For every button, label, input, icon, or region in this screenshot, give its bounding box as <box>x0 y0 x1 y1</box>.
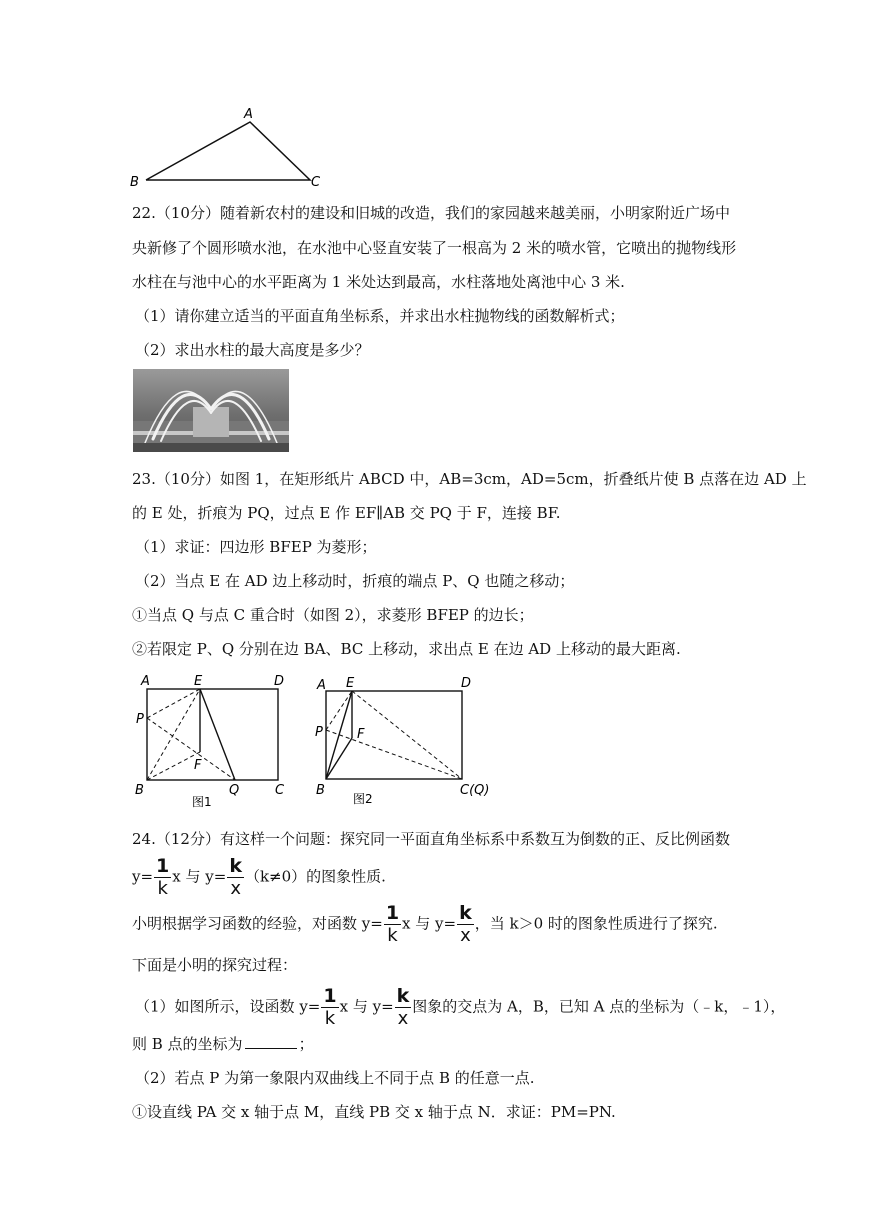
q23-line1: 23.（10分）如图 1，在矩形纸片 ABCD 中，AB=3cm，AD=5cm，折叠纸片使 B 点落在边 AD 上 <box>132 470 807 488</box>
fig1-label-f: F <box>194 758 202 773</box>
fraction-1-over-k: $\frac{1}{k}$ <box>385 902 400 946</box>
fig2-label-e: E <box>346 676 355 691</box>
triangle-label-c: C <box>311 175 321 190</box>
q23-part2: （2）当点 E 在 AD 边上移动时，折痕的端点 P、Q 也随之移动； <box>135 572 575 590</box>
fig1-label-q: Q <box>229 783 240 798</box>
fig1-label-a: A <box>141 674 150 689</box>
triangle-label-b: B <box>130 175 139 190</box>
fig2-label-a: A <box>317 678 326 693</box>
fountain-photo <box>133 369 289 452</box>
q24-l6-b: ； <box>298 1035 314 1053</box>
q24-line2 <box>132 857 386 898</box>
fig1-label-e: E <box>194 674 203 689</box>
q22-part2: （2）求出水柱的最大高度是多少？ <box>135 341 370 359</box>
q24-line6 <box>132 1034 314 1054</box>
q24-l5-b: x 与 y= <box>339 997 394 1016</box>
q24-l2-c: （k≠0）的图象性质. <box>244 867 386 886</box>
fig1-label-p: P <box>136 712 144 727</box>
q22-line3: 水柱在与池中心的水平距离为 1 米处达到最高，水柱落地处离池中心 3 米. <box>132 273 625 291</box>
answer-blank[interactable] <box>245 1034 297 1049</box>
q24-l2-a: y= <box>132 867 154 886</box>
fig1-label-b: B <box>135 783 144 798</box>
triangle-figure <box>128 104 328 192</box>
q22-part1: （1）请你建立适当的平面直角坐标系，并求出水柱抛物线的函数解析式； <box>135 307 625 325</box>
q24-l5-c: 图象的交点为 A，B，已知 A 点的坐标为（﹣k，﹣1）， <box>412 997 786 1016</box>
fraction-1-over-k: $\frac{1}{k}$ <box>323 985 337 1029</box>
q24-l6-a: 则 B 点的坐标为 <box>132 1035 243 1053</box>
fig1-label-d: D <box>274 674 285 689</box>
q23-sub2: ②若限定 P、Q 分别在边 BA、BC 上移动，求出点 E 在边 AD 上移动的最大距离. <box>132 640 681 658</box>
fig1-caption: 图1 <box>192 795 212 809</box>
triangle-label-a: A <box>244 107 253 122</box>
figure-1 <box>128 672 298 812</box>
q24-l2-b: x 与 y= <box>172 867 227 886</box>
q24-line8: ①设直线 PA 交 x 轴于点 M，直线 PB 交 x 轴于点 N．求证：PM=PN. <box>132 1103 616 1121</box>
fraction-k-over-x: $\frac{k}{x}$ <box>459 902 472 946</box>
fig2-label-p: P <box>315 725 323 740</box>
q24-line5 <box>135 987 785 1028</box>
q24-line7: （2）若点 P 为第一象限内双曲线上不同于点 B 的任意一点. <box>135 1069 535 1087</box>
q23-part1: （1）求证：四边形 BFEP 为菱形； <box>135 538 377 556</box>
q24-l3-b: x 与 y= <box>402 914 457 933</box>
fraction-k-over-x: $\frac{k}{x}$ <box>229 855 242 899</box>
fig2-label-f: F <box>357 727 365 742</box>
q24-intro: 24.（12分）有这样一个问题：探究同一平面直角坐标系中系数互为倒数的正、反比例函数 <box>132 830 730 848</box>
fig2-label-b: B <box>316 783 325 798</box>
fraction-k-over-x: $\frac{k}{x}$ <box>396 985 410 1029</box>
q22-line2: 央新修了个圆形喷水池，在水池中心竖直安装了一根高为 2 米的喷水管，它喷出的抛物线形 <box>132 239 737 257</box>
fig1-label-c: C <box>275 783 285 798</box>
fig2-caption: 图2 <box>353 792 373 806</box>
figure-2 <box>312 672 497 812</box>
fraction-1-over-k: $\frac{1}{k}$ <box>156 855 170 899</box>
q23-line2: 的 E 处，折痕为 PQ，过点 E 作 EF∥AB 交 PQ 于 F，连接 BF. <box>132 504 561 522</box>
fig2-label-d: D <box>461 676 472 691</box>
q24-l3-a: 小明根据学习函数的经验，对函数 y= <box>132 914 383 933</box>
q23-sub1: ①当点 Q 与点 C 重合时（如图 2），求菱形 BFEP 的边长； <box>132 606 534 624</box>
fig2-label-cq: C(Q) <box>460 783 490 798</box>
q24-line4: 下面是小明的探究过程： <box>132 956 298 974</box>
q24-line3 <box>132 904 718 945</box>
q22-line1: 22.（10分）随着新农村的建设和旧城的改造，我们的家园越来越美丽，小明家附近广场中 <box>132 204 730 222</box>
q24-l5-a: （1）如图所示，设函数 y= <box>135 997 321 1016</box>
q24-l3-c: ，当 k＞0 时的图象性质进行了探究. <box>474 914 718 933</box>
